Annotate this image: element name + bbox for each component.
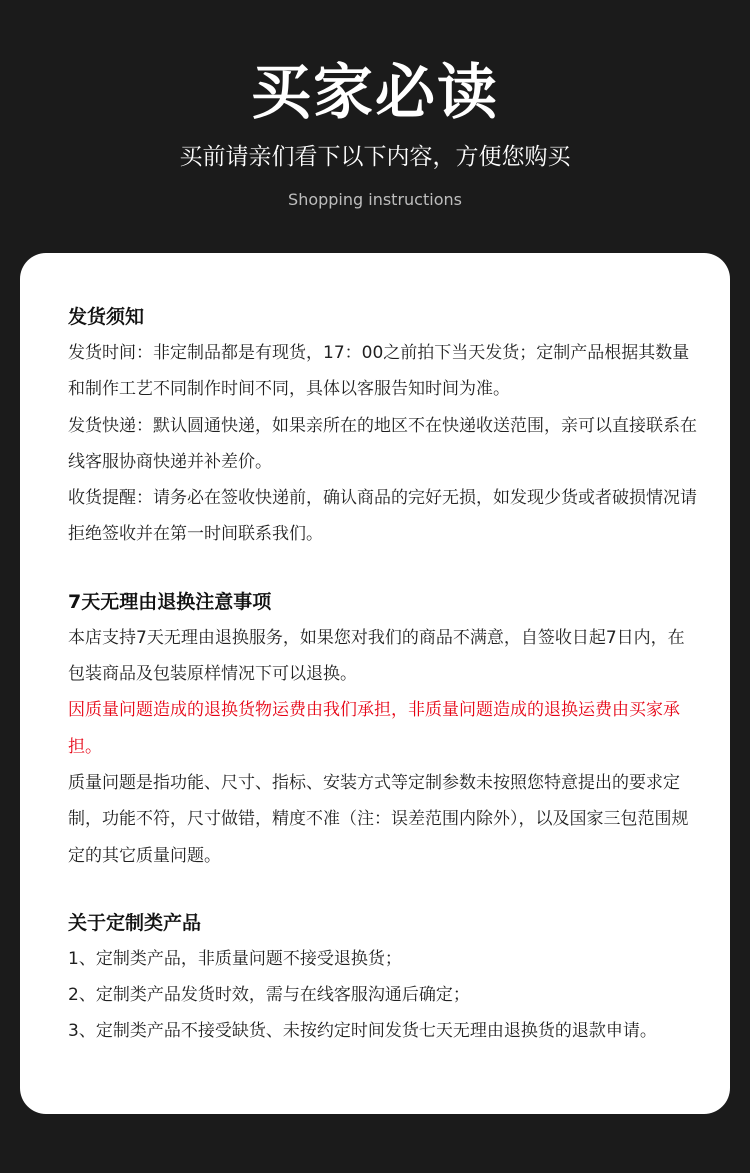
section-spacer xyxy=(68,553,698,584)
return-shipping-cost-text: 因质量问题造成的退换货物运费由我们承担，非质量问题造成的退换运费由买家承担。 xyxy=(68,700,680,757)
instructions-content xyxy=(68,299,698,1050)
page-title: 买家必读 xyxy=(251,58,499,128)
instructions-card xyxy=(20,253,730,1114)
shipping-section xyxy=(68,299,698,553)
page-header xyxy=(0,0,750,250)
custom-rule-1: 1、定制类产品，非质量问题不接受退换货； xyxy=(68,948,402,969)
quality-issue-definition-text: 质量问题是指功能、尺寸、指标、安装方式等定制参数未按照您特意提出的要求定制，功能不符，尺寸做错，精度不准（注：误差范围内除外），以及国家三包范围规定的其它质量问题。 xyxy=(68,772,689,866)
section-title-shipping: 发货须知 xyxy=(68,306,145,328)
return-section xyxy=(68,584,698,874)
custom-rule-3: 3、定制类产品不接受缺货、未按约定时间发货七天无理由退换货的退款申请。 xyxy=(68,1021,657,1042)
section-spacer xyxy=(68,874,698,905)
shipping-time-text: 发货时间：非定制品都是有现货，17：00之前拍下当天发货；定制产品根据其数量和制作工艺不同制作时间不同，具体以客服告知时间为准。 xyxy=(68,343,690,400)
section-title-custom-products: 关于定制类产品 xyxy=(68,911,202,934)
shipping-courier-text: 发货快递：默认圆通快递，如果亲所在的地区不在快递收送范围，亲可以直接联系在线客服协商快递并补差价。 xyxy=(68,415,697,472)
custom-products-section xyxy=(68,905,698,1050)
page-subtitle: 买前请亲们看下以下内容，方便您购买 xyxy=(179,144,571,170)
return-policy-text: 本店支持7天无理由退换服务，如果您对我们的商品不满意，自签收日起7日内，在包装商品及包装原样情况下可以退换。 xyxy=(68,627,685,685)
custom-rule-2: 2、定制类产品发货时效，需与在线客服沟通后确定； xyxy=(68,985,470,1006)
english-subtitle: Shopping instructions xyxy=(288,190,462,209)
section-title-returns: 7天无理由退换注意事项 xyxy=(68,590,272,613)
receiving-reminder-text: 收货提醒：请务必在签收快递前，确认商品的完好无损，如发现少货或者破损情况请拒绝签收并在第一时间联系我们。 xyxy=(68,488,697,545)
